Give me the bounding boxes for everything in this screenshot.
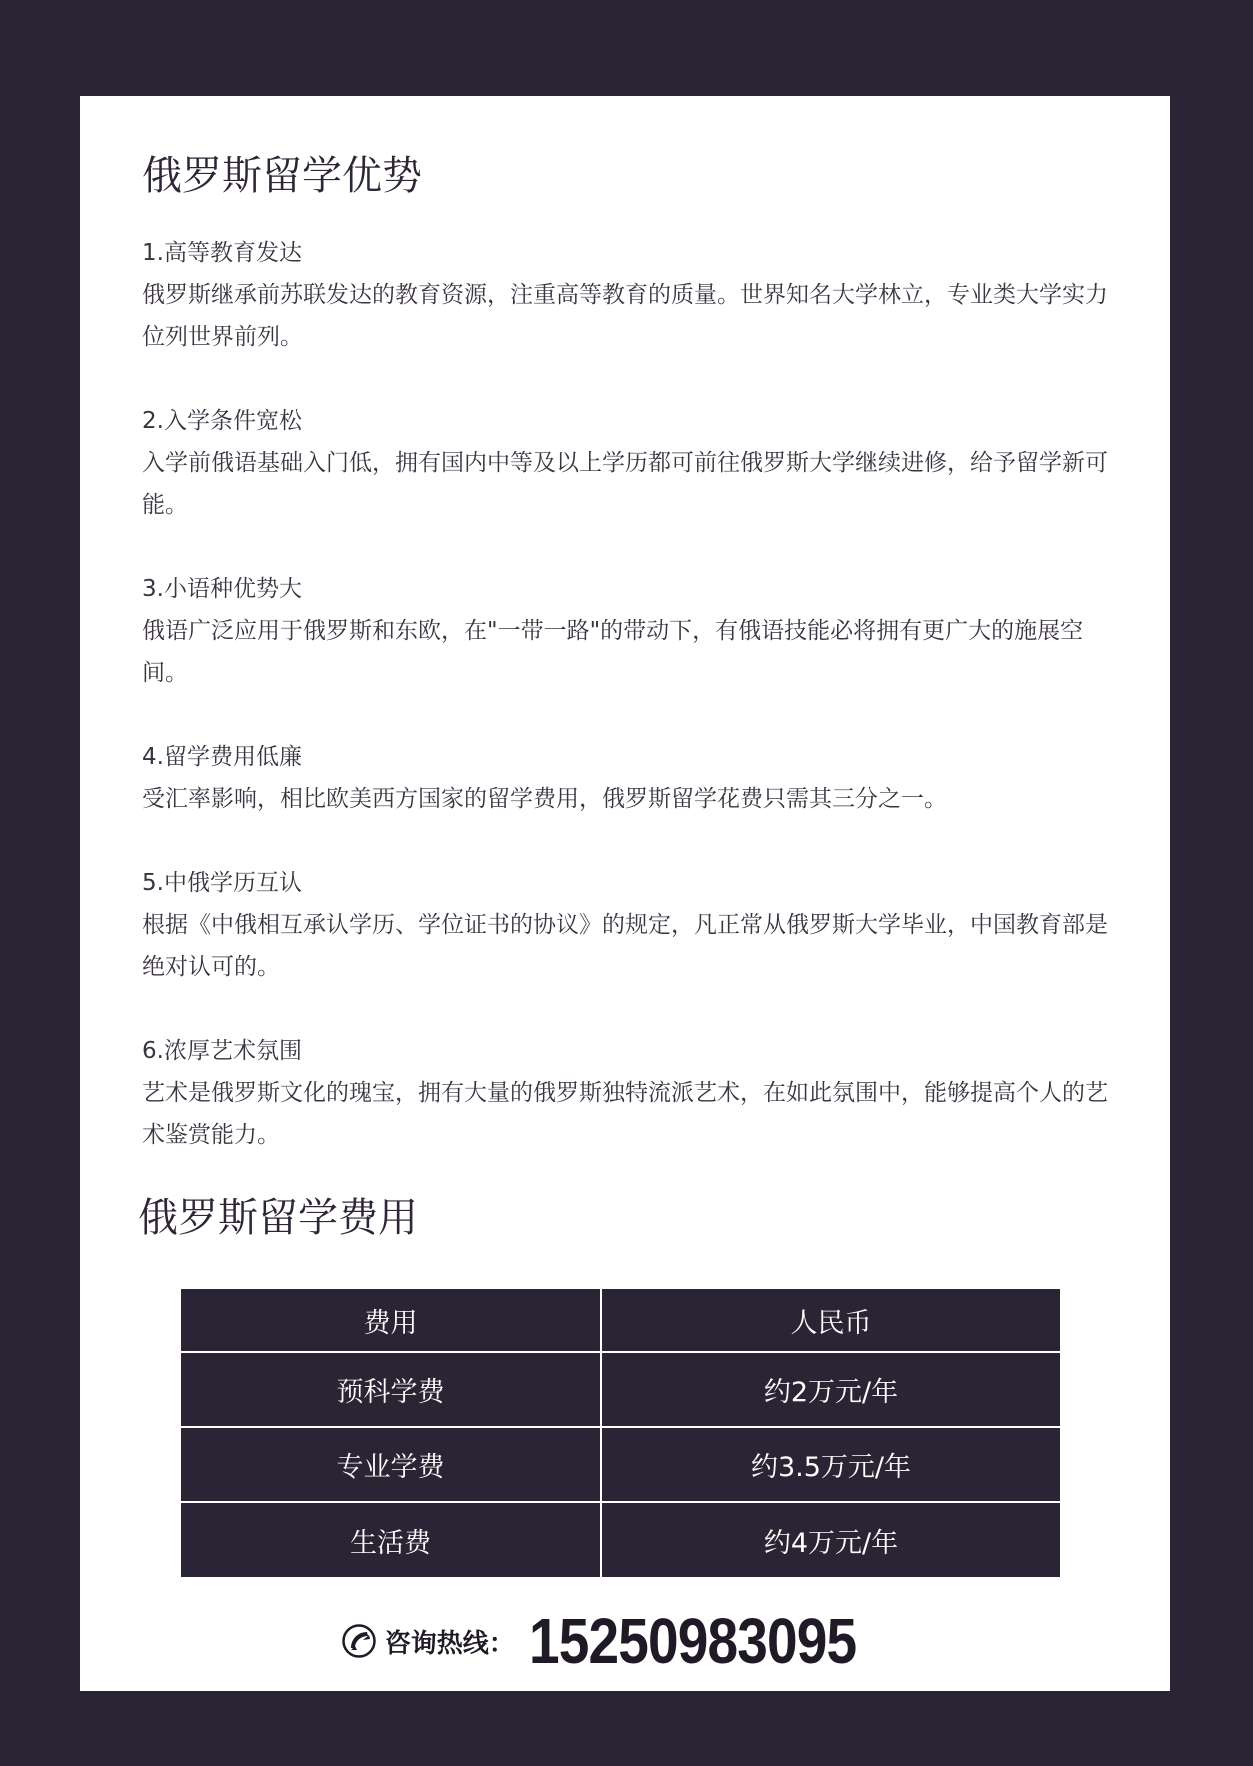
advantage-body: 入学前俄语基础入门低，拥有国内中等及以上学历都可前往俄罗斯大学继续进修，给予留学新可能。 [142,450,1108,518]
advantage-item [142,232,1122,358]
advantage-body: 俄罗斯继承前苏联发达的教育资源，注重高等教育的质量。世界知名大学林立，专业类大学实力位列世界前列。 [142,282,1108,350]
table-row [181,1427,1060,1502]
advantage-item [142,736,1122,820]
table-header-row [181,1289,1060,1352]
fee-item-cell: 预科学费 [181,1352,601,1427]
advantage-heading: 6.浓厚艺术氛围 [142,1038,302,1064]
advantages-title: 俄罗斯留学优势 [142,153,422,199]
advantage-item [142,568,1122,694]
fee-amount-cell: 约4万元/年 [601,1502,1060,1577]
advantage-heading: 3.小语种优势大 [142,576,302,602]
hotline-bar [80,1606,1170,1676]
hotline-label: 咨询热线： [384,1628,515,1659]
advantage-item [142,1030,1122,1156]
advantage-item [142,862,1122,988]
document-page [80,96,1170,1691]
advantage-heading: 4.留学费用低廉 [142,744,302,770]
hotline-number[interactable]: 15250983095 [528,1605,856,1677]
table-row [181,1352,1060,1427]
advantage-body: 艺术是俄罗斯文化的瑰宝，拥有大量的俄罗斯独特流派艺术，在如此氛围中，能够提高个人的艺术鉴赏能力。 [142,1080,1108,1148]
column-header: 费用 [181,1289,601,1352]
advantage-heading: 2.入学条件宽松 [142,408,302,434]
fee-amount-cell: 约3.5万元/年 [601,1427,1060,1502]
table-row [181,1502,1060,1577]
advantage-body: 根据《中俄相互承认学历、学位证书的协议》的规定，凡正常从俄罗斯大学毕业，中国教育部是绝对认可的。 [142,912,1108,980]
fee-item-cell: 生活费 [181,1502,601,1577]
fee-table [181,1289,1060,1577]
advantage-body: 受汇率影响，相比欧美西方国家的留学费用，俄罗斯留学花费只需其三分之一。 [142,786,947,812]
phone-icon [341,1623,377,1659]
fee-amount-cell: 约2万元/年 [601,1352,1060,1427]
advantages-list [142,232,1122,1198]
advantage-body: 俄语广泛应用于俄罗斯和东欧，在"一带一路"的带动下，有俄语技能必将拥有更广大的施展空间。 [142,618,1084,686]
column-header: 人民币 [601,1289,1060,1352]
fee-item-cell: 专业学费 [181,1427,601,1502]
advantage-heading: 1.高等教育发达 [142,240,302,266]
advantage-item [142,400,1122,526]
fees-title: 俄罗斯留学费用 [138,1195,418,1241]
advantage-heading: 5.中俄学历互认 [142,870,302,896]
